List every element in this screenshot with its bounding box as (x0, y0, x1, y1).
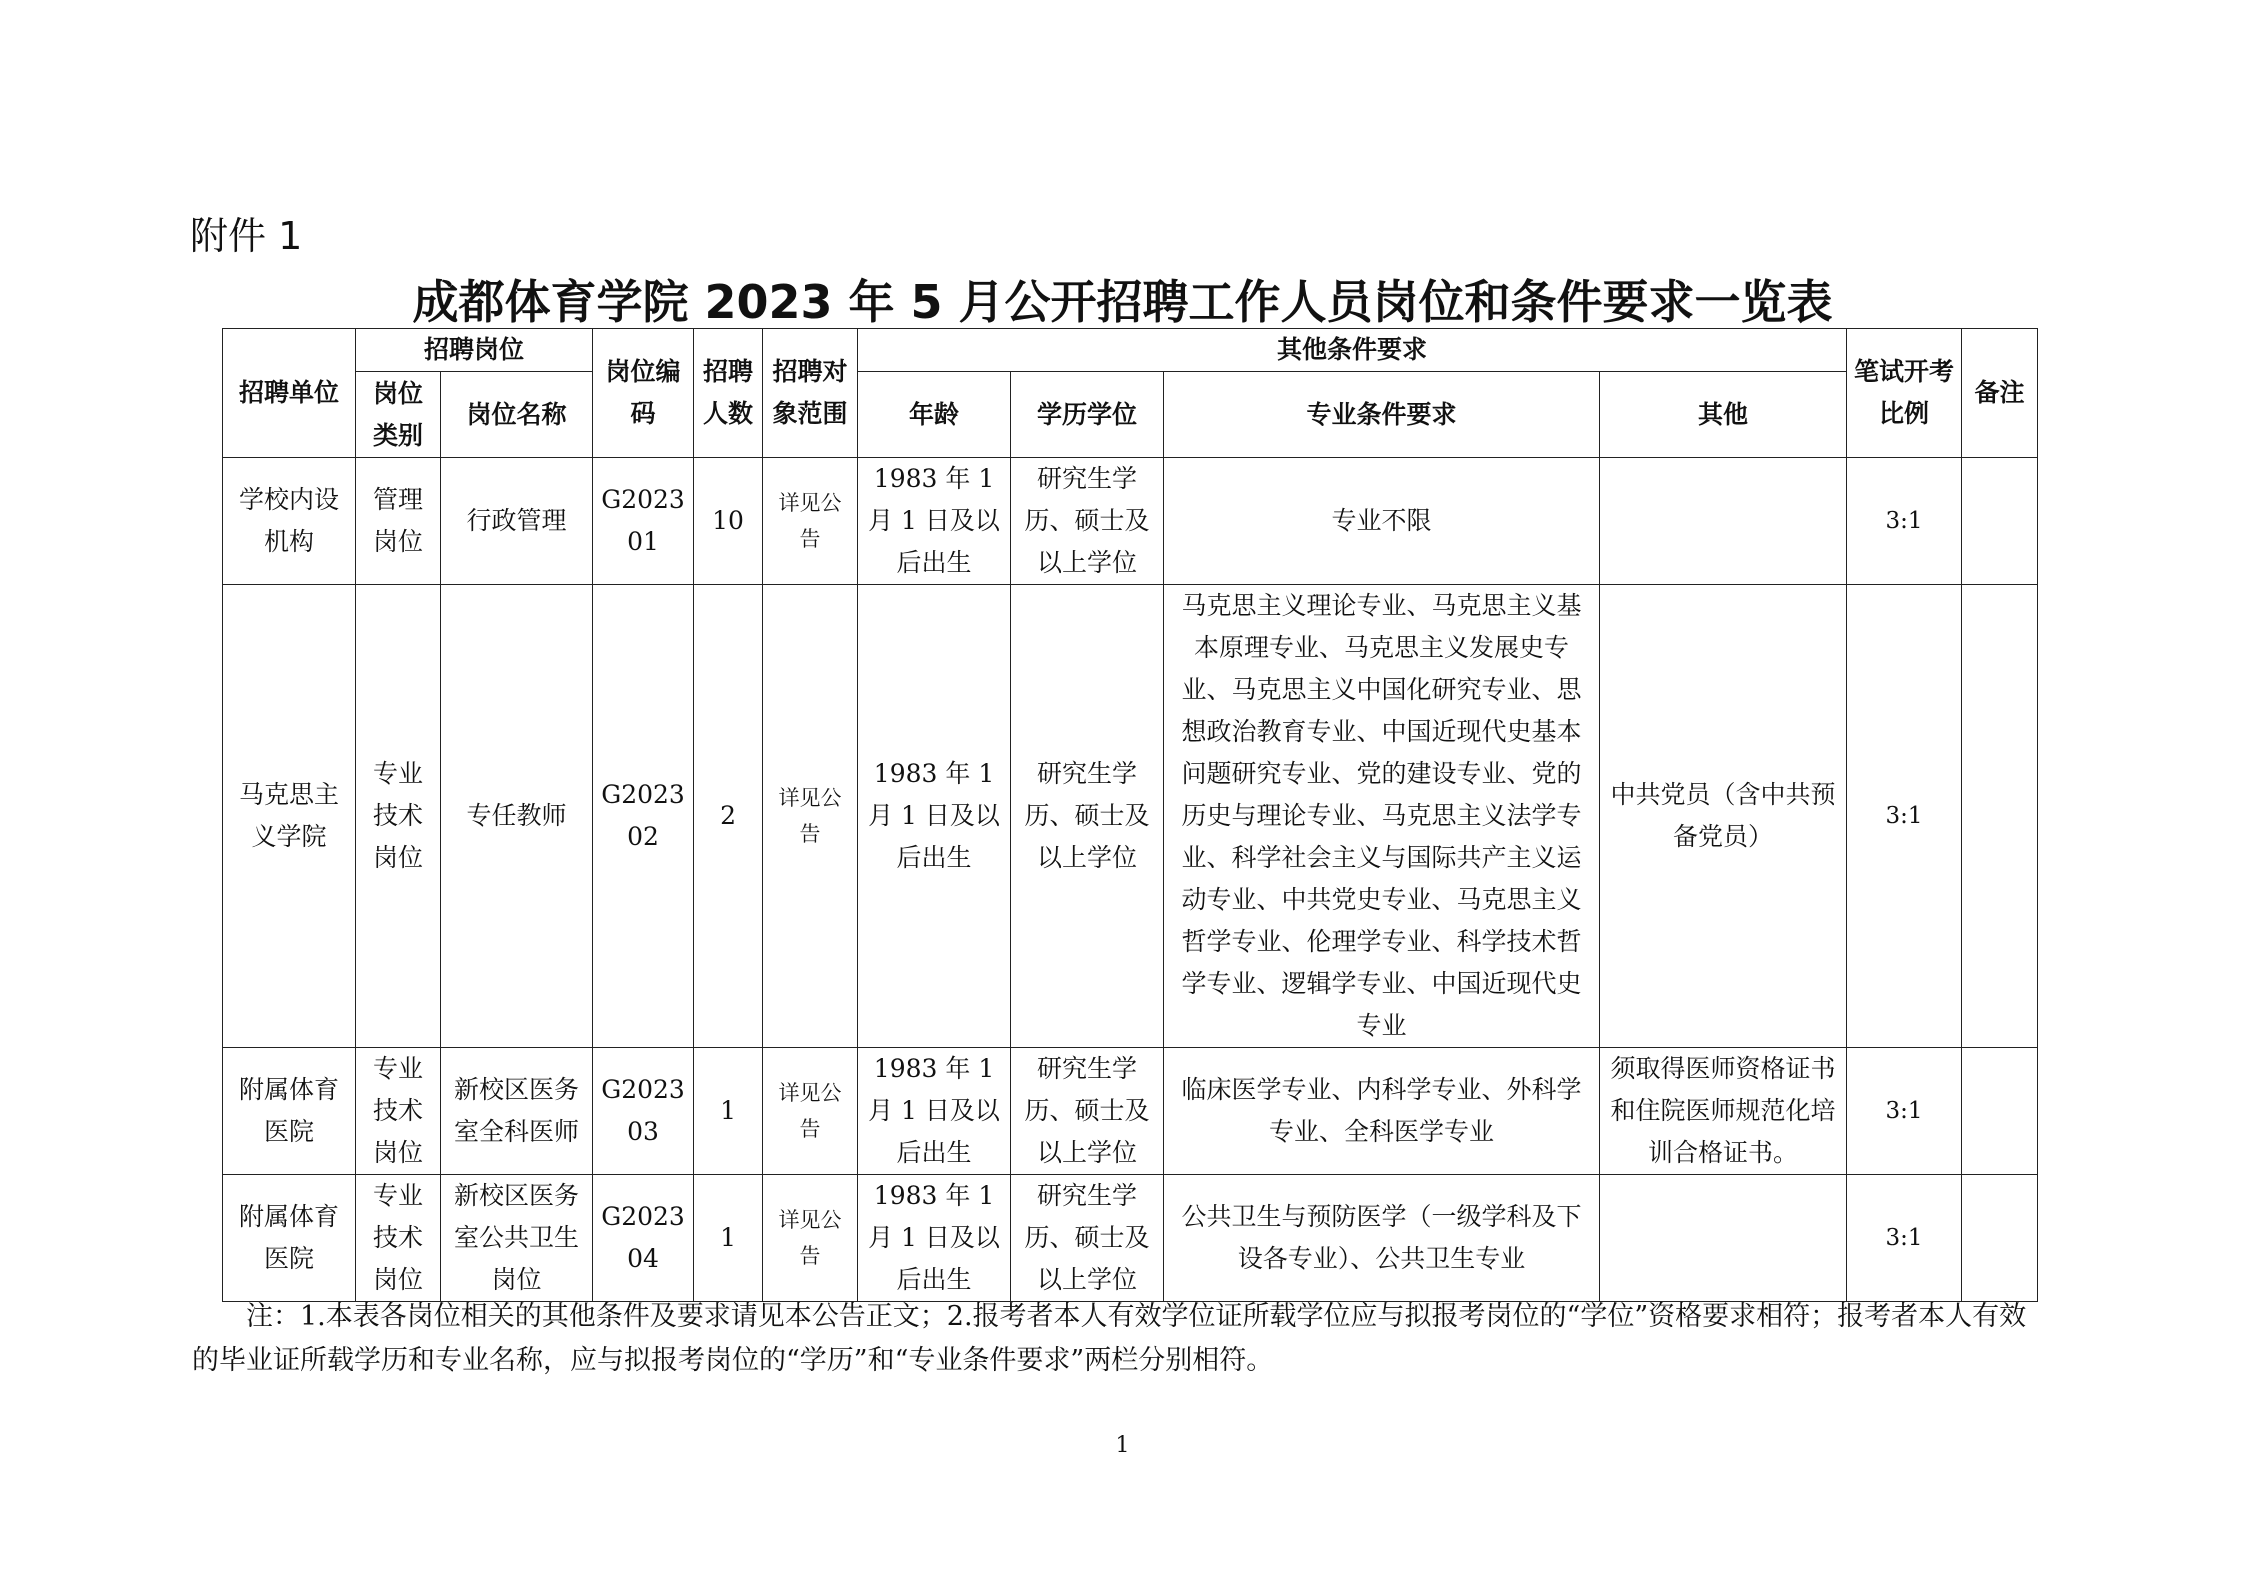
cell-major: 马克思主义理论专业、马克思主义基本原理专业、马克思主义发展史专业、马克思主义中国化研究专业、思想政治教育专业、中国近现代史基本问题研究专业、党的建设专业、党的历史与理论专业、马克思主义法学专业、科学社会主义与国际共产主义运动专业、中共党史专业、马克思主义哲学专业、伦理学专业、科学技术哲学专业、逻辑学专业、中国近现代史专业 (1164, 585, 1600, 1048)
cell-other: 中共党员（含中共预备党员） (1600, 585, 1847, 1048)
header-headcount: 招聘人数 (694, 329, 763, 458)
table-row (223, 1048, 2038, 1175)
cell-age: 1983 年 1 月 1 日及以后出生 (858, 1048, 1011, 1175)
cell-ratio: 3:1 (1847, 585, 1962, 1048)
cell-education: 研究生学历、硕士及以上学位 (1011, 1175, 1164, 1302)
cell-count: 1 (694, 1048, 763, 1175)
cell-position-name: 新校区医务室公共卫生岗位 (441, 1175, 593, 1302)
cell-unit: 附属体育医院 (223, 1175, 356, 1302)
header-other-requirements: 其他条件要求 (858, 329, 1847, 372)
header-major: 专业条件要求 (1164, 372, 1600, 458)
header-unit: 招聘单位 (223, 329, 356, 458)
cell-age: 1983 年 1 月 1 日及以后出生 (858, 458, 1011, 585)
cell-code: G202301 (593, 458, 694, 585)
document-title: 成都体育学院 2023 年 5 月公开招聘工作人员岗位和条件要求一览表 (412, 275, 1833, 329)
footnote: 注：1.本表各岗位相关的其他条件及要求请见本公告正文；2.报考者本人有效学位证所载学位应与拟报考岗位的“学位”资格要求相符；报考者本人有效的毕业证所载学历和专业名称，应与拟报考岗位的“学历”和“专业条件要求”两栏分别相符。 (192, 1301, 2027, 1376)
cell-remark (1962, 585, 2038, 1048)
cell-scope: 详见公告 (763, 585, 858, 1048)
cell-age: 1983 年 1 月 1 日及以后出生 (858, 1175, 1011, 1302)
cell-major: 专业不限 (1164, 458, 1600, 585)
cell-scope: 详见公告 (763, 1048, 858, 1175)
recruitment-table (222, 328, 2038, 1302)
cell-scope: 详见公告 (763, 458, 858, 585)
cell-position-name: 专任教师 (441, 585, 593, 1048)
header-exam-ratio: 笔试开考比例 (1847, 329, 1962, 458)
cell-unit: 附属体育医院 (223, 1048, 356, 1175)
header-target-scope: 招聘对象范围 (763, 329, 858, 458)
cell-count: 2 (694, 585, 763, 1048)
cell-category: 专业技术岗位 (356, 585, 441, 1048)
cell-code: G202304 (593, 1175, 694, 1302)
header-position-group: 招聘岗位 (356, 329, 593, 372)
header-position-name: 岗位名称 (441, 372, 593, 458)
header-other: 其他 (1600, 372, 1847, 458)
cell-remark (1962, 458, 2038, 585)
header-remarks: 备注 (1962, 329, 2038, 458)
cell-remark (1962, 1048, 2038, 1175)
cell-unit: 马克思主义学院 (223, 585, 356, 1048)
cell-education: 研究生学历、硕士及以上学位 (1011, 1048, 1164, 1175)
header-education: 学历学位 (1011, 372, 1164, 458)
cell-ratio: 3:1 (1847, 458, 1962, 585)
cell-category: 专业技术岗位 (356, 1048, 441, 1175)
cell-position-name: 新校区医务室全科医师 (441, 1048, 593, 1175)
header-position-category: 岗位类别 (356, 372, 441, 458)
cell-other (1600, 458, 1847, 585)
table-row (223, 585, 2038, 1048)
cell-scope: 详见公告 (763, 1175, 858, 1302)
cell-ratio: 3:1 (1847, 1048, 1962, 1175)
header-age: 年龄 (858, 372, 1011, 458)
cell-major: 临床医学专业、内科学专业、外科学专业、全科医学专业 (1164, 1048, 1600, 1175)
header-position-code: 岗位编码 (593, 329, 694, 458)
table-row (223, 458, 2038, 585)
cell-age: 1983 年 1 月 1 日及以后出生 (858, 585, 1011, 1048)
cell-category: 管理岗位 (356, 458, 441, 585)
cell-position-name: 行政管理 (441, 458, 593, 585)
cell-remark (1962, 1175, 2038, 1302)
cell-other: 须取得医师资格证书和住院医师规范化培训合格证书。 (1600, 1048, 1847, 1175)
cell-category: 专业技术岗位 (356, 1175, 441, 1302)
cell-ratio: 3:1 (1847, 1175, 1962, 1302)
page-number: 1 (1115, 1433, 1130, 1458)
cell-education: 研究生学历、硕士及以上学位 (1011, 458, 1164, 585)
cell-education: 研究生学历、硕士及以上学位 (1011, 585, 1164, 1048)
cell-code: G202303 (593, 1048, 694, 1175)
cell-other (1600, 1175, 1847, 1302)
attachment-label: 附件 1 (190, 214, 303, 258)
table-row (223, 1175, 2038, 1302)
cell-unit: 学校内设机构 (223, 458, 356, 585)
cell-major: 公共卫生与预防医学（一级学科及下设各专业）、公共卫生专业 (1164, 1175, 1600, 1302)
cell-count: 10 (694, 458, 763, 585)
cell-count: 1 (694, 1175, 763, 1302)
cell-code: G202302 (593, 585, 694, 1048)
